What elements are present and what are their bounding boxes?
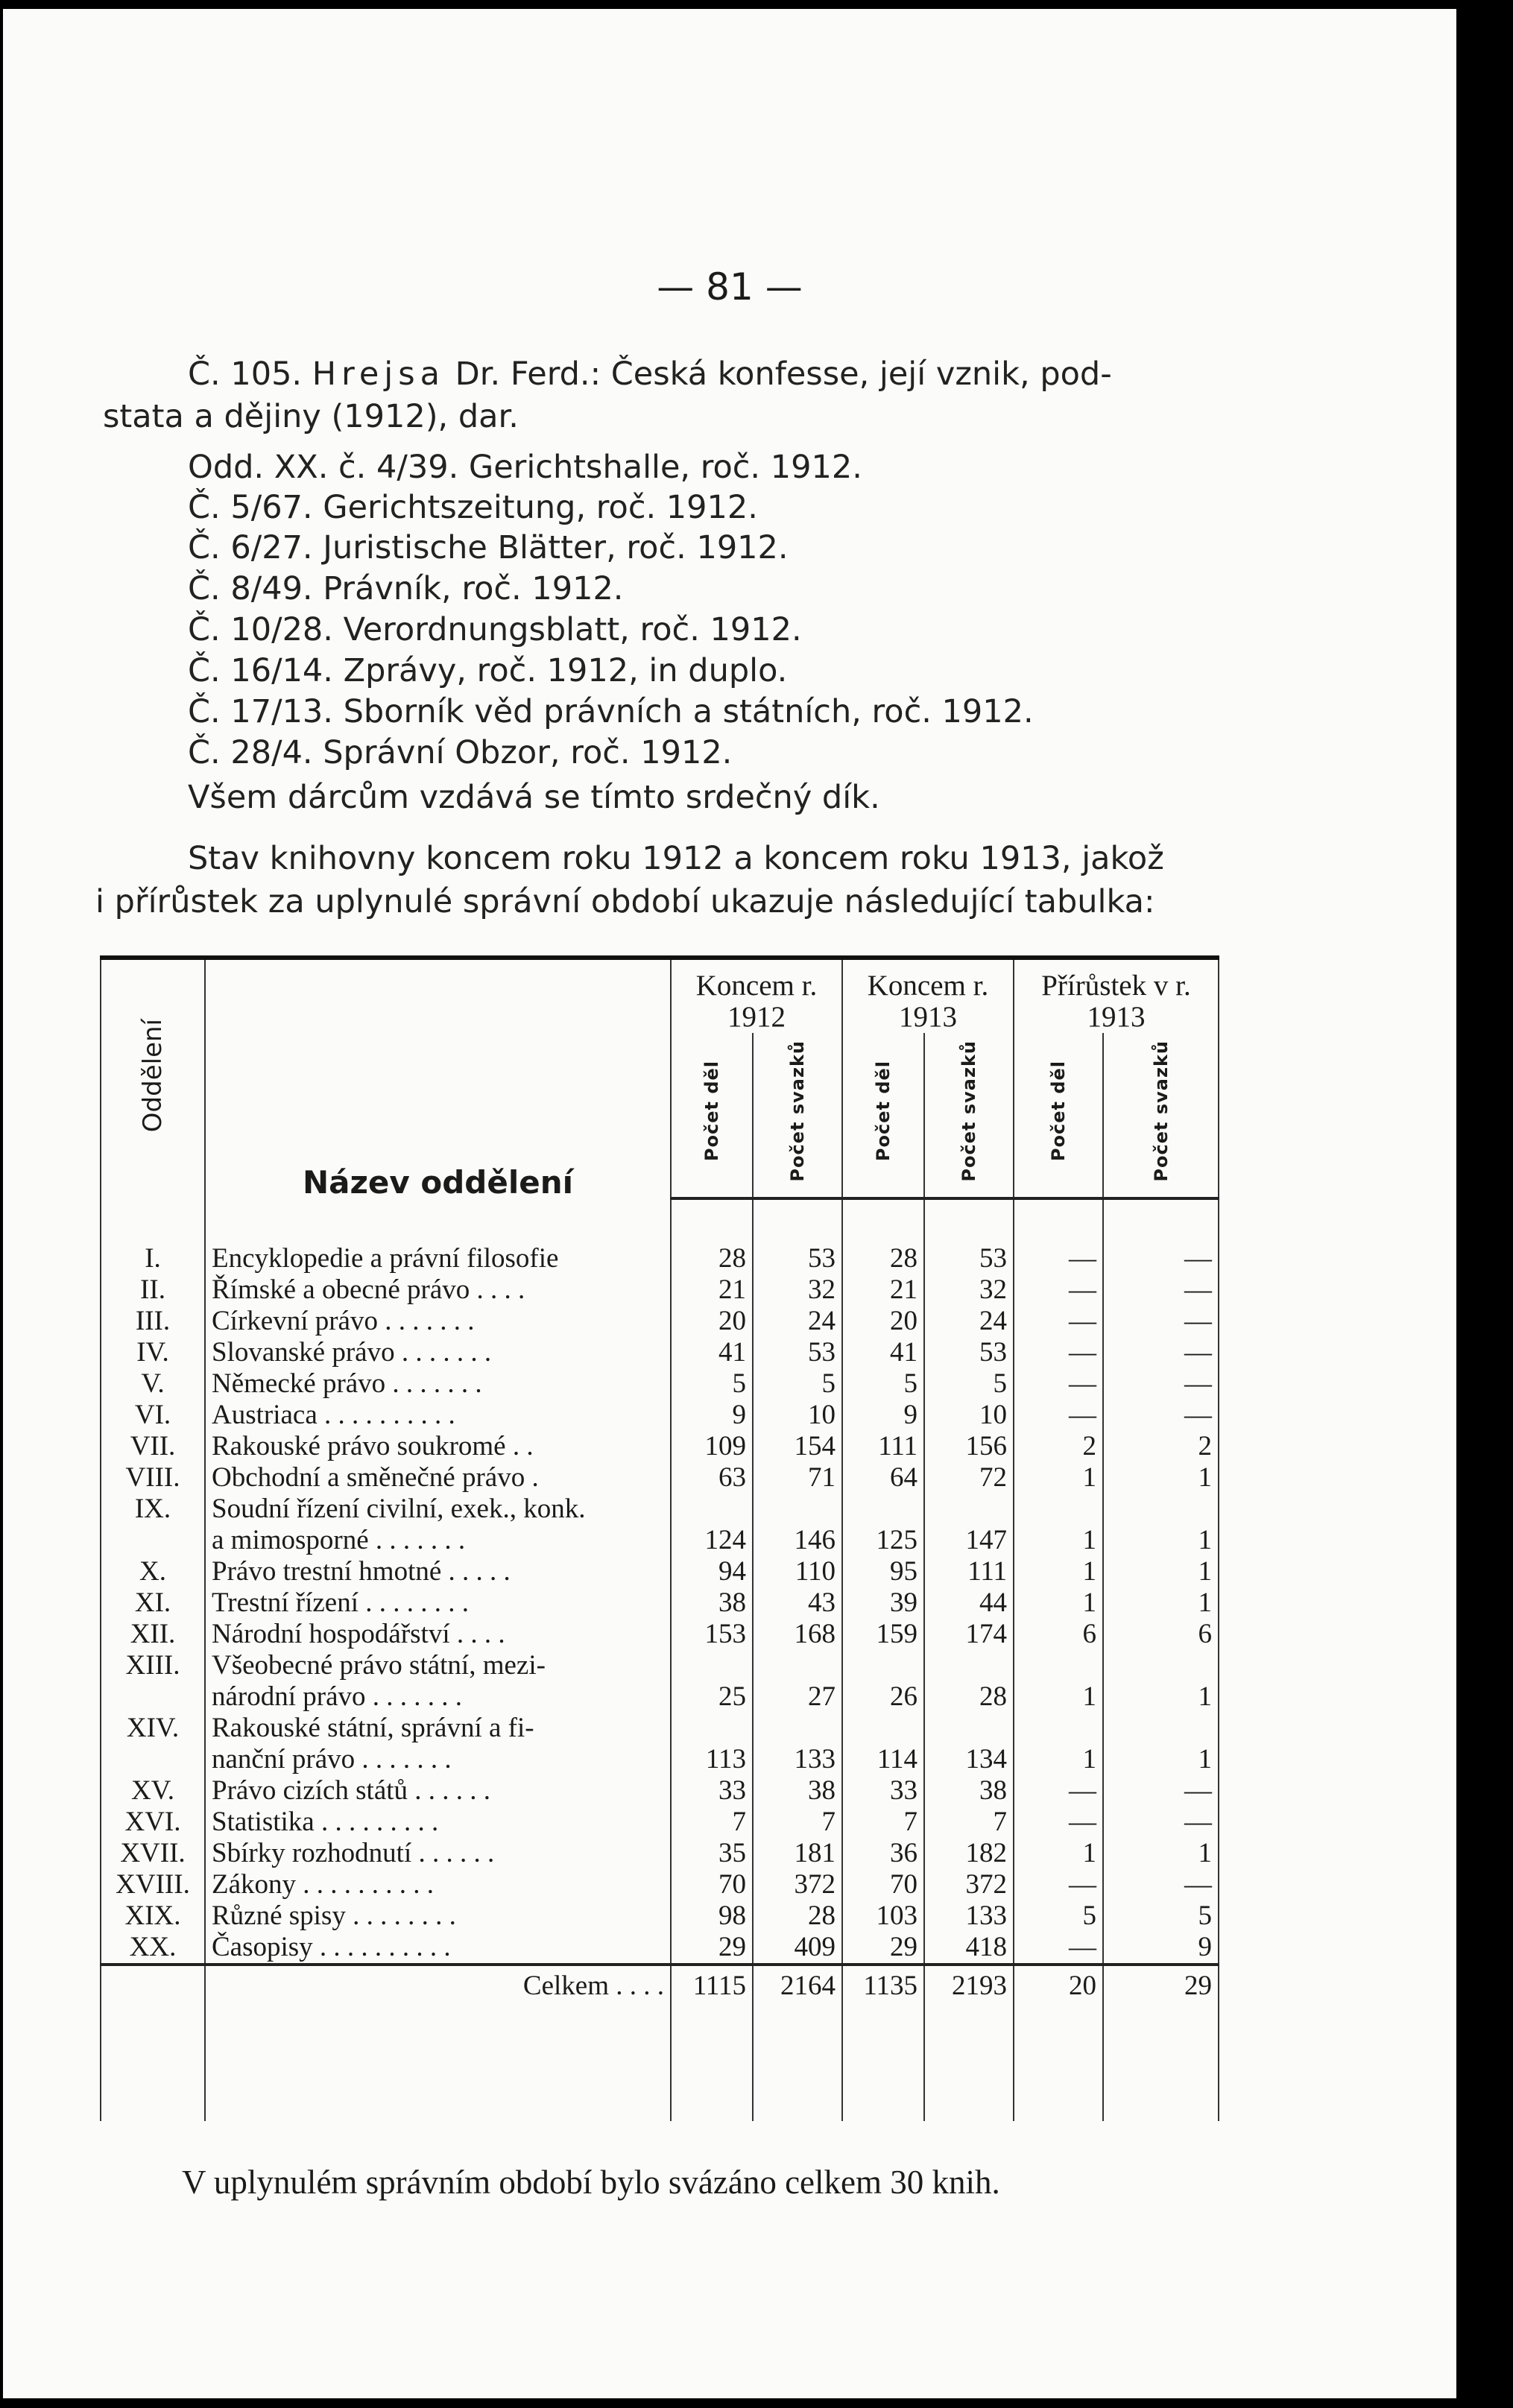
works-1912 (671, 1650, 753, 1681)
volumes-1913: 133 (924, 1900, 1014, 1932)
works-1913: 20 (842, 1306, 924, 1337)
section-name: Všeobecné právo státní, mezi- (205, 1650, 671, 1681)
increase-works: 5 (1014, 1900, 1103, 1932)
section-name: nanční právo . . . . . . . (205, 1744, 671, 1775)
works-1913: 29 (842, 1932, 924, 1965)
volumes-1913: 156 (924, 1431, 1014, 1462)
entry-line-10: Č. 28/4. Správní Obzor, roč. 1912. (188, 734, 733, 771)
section-number: XIX. (101, 1900, 205, 1932)
volumes-1913: 24 (924, 1306, 1014, 1337)
volumes-1912: 10 (753, 1400, 842, 1431)
total-b12: 2164 (753, 1965, 842, 2002)
volumes-1912: 168 (753, 1619, 842, 1650)
col-oddeleni-header: Oddělení (101, 958, 205, 1198)
increase-works: 1 (1014, 1838, 1103, 1869)
increase-volumes: — (1103, 1337, 1219, 1368)
total-pb: 29 (1103, 1965, 1219, 2002)
works-1912: 7 (671, 1807, 753, 1838)
works-1913: 70 (842, 1869, 924, 1900)
empty-cell (1014, 2002, 1103, 2121)
volumes-1913: 32 (924, 1274, 1014, 1306)
section-name: Obchodní a směnečné právo . (205, 1462, 671, 1494)
increase-volumes: 1 (1103, 1587, 1219, 1619)
works-1913: 114 (842, 1744, 924, 1775)
volumes-1913: 147 (924, 1525, 1014, 1556)
group-1912-header: Koncem r. 1912 (671, 958, 842, 1033)
increase-volumes: — (1103, 1368, 1219, 1400)
works-1912: 25 (671, 1681, 753, 1713)
increase-volumes (1103, 1494, 1219, 1525)
table-row (101, 1274, 1219, 1306)
group-1913-header: Koncem r. 1913 (842, 958, 1014, 1033)
total-a13: 1135 (842, 1965, 924, 2002)
table-row (101, 1198, 1219, 1274)
increase-volumes: 6 (1103, 1619, 1219, 1650)
table-row (101, 1587, 1219, 1619)
works-1912: 21 (671, 1274, 753, 1306)
volumes-1913: 28 (924, 1681, 1014, 1713)
section-number: VI. (101, 1400, 205, 1431)
section-name: Trestní řízení . . . . . . . . (205, 1587, 671, 1619)
works-1912: 9 (671, 1400, 753, 1431)
total-a12: 1115 (671, 1965, 753, 2002)
section-number: V. (101, 1368, 205, 1400)
increase-volumes: 5 (1103, 1900, 1219, 1932)
volumes-1912 (753, 1713, 842, 1744)
library-table (100, 955, 1219, 2121)
section-number: III. (101, 1306, 205, 1337)
volumes-1913: 372 (924, 1869, 1014, 1900)
volumes-1912: 146 (753, 1525, 842, 1556)
sub-header-volumes: Počet svazků (924, 1033, 1014, 1198)
section-number: XVIII. (101, 1869, 205, 1900)
section-name: Právo cizích států . . . . . . (205, 1775, 671, 1807)
section-name: Slovanské právo . . . . . . . (205, 1337, 671, 1368)
volumes-1912: 181 (753, 1838, 842, 1869)
total-pa: 20 (1014, 1965, 1103, 2002)
volumes-1912: 27 (753, 1681, 842, 1713)
section-number: XI. (101, 1587, 205, 1619)
section-number (101, 1744, 205, 1775)
volumes-1912 (753, 1494, 842, 1525)
section-number: IV. (101, 1337, 205, 1368)
empty-cell (1103, 2002, 1219, 2121)
section-number: IX. (101, 1494, 205, 1525)
works-1913: 111 (842, 1431, 924, 1462)
works-1913: 9 (842, 1400, 924, 1431)
section-number: XV. (101, 1775, 205, 1807)
volumes-1913: 418 (924, 1932, 1014, 1965)
increase-volumes: 1 (1103, 1525, 1219, 1556)
table-row (101, 1494, 1219, 1525)
empty-cell (924, 2002, 1014, 2121)
intro-line-2: i přírůstek za uplynulé správní období ukazuje následující tabulka: (95, 883, 1155, 920)
section-name: Austriaca . . . . . . . . . . (205, 1400, 671, 1431)
volumes-1912: 154 (753, 1431, 842, 1462)
works-1913: 41 (842, 1337, 924, 1368)
section-number: II. (101, 1274, 205, 1306)
sub-header-works: Počet děl (842, 1033, 924, 1198)
increase-works: 1 (1014, 1462, 1103, 1494)
section-number (101, 1681, 205, 1713)
increase-works: 1 (1014, 1681, 1103, 1713)
page-number: — 81 — (657, 265, 803, 309)
table-row (101, 1368, 1219, 1400)
volumes-1912: 28 (753, 1900, 842, 1932)
works-1912: 28 (671, 1198, 753, 1274)
section-number: XVII. (101, 1838, 205, 1869)
section-number: X. (101, 1556, 205, 1587)
increase-works: — (1014, 1337, 1103, 1368)
increase-volumes: — (1103, 1775, 1219, 1807)
increase-works (1014, 1650, 1103, 1681)
sub-header-works: Počet děl (671, 1033, 753, 1198)
volumes-1912: 7 (753, 1807, 842, 1838)
increase-works: 1 (1014, 1587, 1103, 1619)
works-1912: 5 (671, 1368, 753, 1400)
section-name: Statistika . . . . . . . . . (205, 1807, 671, 1838)
table-row (101, 1900, 1219, 1932)
volumes-1912: 110 (753, 1556, 842, 1587)
table-row (101, 1306, 1219, 1337)
section-name: Různé spisy . . . . . . . . (205, 1900, 671, 1932)
increase-volumes: 9 (1103, 1932, 1219, 1965)
total-row (101, 1965, 1219, 2002)
works-1912: 70 (671, 1869, 753, 1900)
section-number: XII. (101, 1619, 205, 1650)
volumes-1912: 32 (753, 1274, 842, 1306)
empty-cell (101, 2002, 205, 2121)
intro-line-1: Stav knihovny koncem roku 1912 a koncem roku 1913, jakož (188, 840, 1164, 877)
entry-line-5: Č. 6/27. Juristische Blätter, roč. 1912. (188, 529, 789, 566)
col-name-header: Název oddělení (205, 958, 671, 1198)
works-1912: 63 (671, 1462, 753, 1494)
works-1912: 35 (671, 1838, 753, 1869)
works-1913: 21 (842, 1274, 924, 1306)
volumes-1912: 24 (753, 1306, 842, 1337)
volumes-1913 (924, 1650, 1014, 1681)
volumes-1912: 71 (753, 1462, 842, 1494)
table-row (101, 1744, 1219, 1775)
entry-line-8: Č. 16/14. Zprávy, roč. 1912, in duplo. (188, 652, 788, 689)
increase-works (1014, 1494, 1103, 1525)
increase-volumes (1103, 1650, 1219, 1681)
works-1912: 20 (671, 1306, 753, 1337)
table-row (101, 1869, 1219, 1900)
section-name: Církevní právo . . . . . . . (205, 1306, 671, 1337)
works-1912: 33 (671, 1775, 753, 1807)
works-1912: 94 (671, 1556, 753, 1587)
works-1912: 113 (671, 1744, 753, 1775)
increase-volumes: — (1103, 1306, 1219, 1337)
volumes-1912: 53 (753, 1337, 842, 1368)
table-row (101, 1400, 1219, 1431)
empty-cell (671, 2002, 753, 2121)
increase-works: 1 (1014, 1525, 1103, 1556)
increase-works: — (1014, 1368, 1103, 1400)
table-row (101, 1337, 1219, 1368)
section-number (101, 1525, 205, 1556)
increase-volumes: 1 (1103, 1838, 1219, 1869)
works-1912 (671, 1494, 753, 1525)
volumes-1912: 38 (753, 1775, 842, 1807)
section-number: VII. (101, 1431, 205, 1462)
section-name: Rakouské státní, správní a fi- (205, 1713, 671, 1744)
works-1913: 159 (842, 1619, 924, 1650)
total-label: Celkem . . . . (205, 1965, 671, 2002)
table-row (101, 1619, 1219, 1650)
works-1913 (842, 1713, 924, 1744)
increase-works: — (1014, 1869, 1103, 1900)
section-name: Sbírky rozhodnutí . . . . . . (205, 1838, 671, 1869)
table-row (101, 1775, 1219, 1807)
works-1913: 64 (842, 1462, 924, 1494)
works-1913: 5 (842, 1368, 924, 1400)
volumes-1913: 182 (924, 1838, 1014, 1869)
works-1913 (842, 1650, 924, 1681)
section-number: I. (101, 1198, 205, 1274)
group-increase-header: Přírůstek v r. 1913 (1014, 958, 1219, 1033)
volumes-1913: 111 (924, 1556, 1014, 1587)
entry-line-9: Č. 17/13. Sborník věd právních a státních, roč. 1912. (188, 693, 1034, 730)
works-1913: 103 (842, 1900, 924, 1932)
works-1913 (842, 1494, 924, 1525)
works-1913: 28 (842, 1198, 924, 1274)
table-row (101, 1650, 1219, 1681)
increase-works: 6 (1014, 1619, 1103, 1650)
works-1913: 33 (842, 1775, 924, 1807)
table-row (101, 1525, 1219, 1556)
increase-works: — (1014, 1306, 1103, 1337)
increase-volumes: 1 (1103, 1681, 1219, 1713)
section-number: XIV. (101, 1713, 205, 1744)
increase-works: — (1014, 1400, 1103, 1431)
increase-works: — (1014, 1775, 1103, 1807)
section-name: a mimosporné . . . . . . . (205, 1525, 671, 1556)
table-row (101, 1838, 1219, 1869)
volumes-1912: 133 (753, 1744, 842, 1775)
works-1913: 125 (842, 1525, 924, 1556)
section-name: Časopisy . . . . . . . . . . (205, 1932, 671, 1965)
works-1912: 29 (671, 1932, 753, 1965)
section-number: XIII. (101, 1650, 205, 1681)
entry-line-7: Č. 10/28. Verordnungsblatt, roč. 1912. (188, 611, 802, 648)
works-1912: 109 (671, 1431, 753, 1462)
book-page (3, 9, 1456, 2398)
works-1912: 98 (671, 1900, 753, 1932)
volumes-1913: 5 (924, 1368, 1014, 1400)
works-1913: 7 (842, 1807, 924, 1838)
volumes-1912: 372 (753, 1869, 842, 1900)
increase-volumes: 1 (1103, 1744, 1219, 1775)
increase-works: — (1014, 1932, 1103, 1965)
volumes-1913: 53 (924, 1198, 1014, 1274)
increase-volumes: — (1103, 1807, 1219, 1838)
volumes-1912 (753, 1650, 842, 1681)
increase-volumes: — (1103, 1869, 1219, 1900)
section-name: Národní hospodářství . . . . (205, 1619, 671, 1650)
volumes-1913: 134 (924, 1744, 1014, 1775)
increase-works: — (1014, 1807, 1103, 1838)
volumes-1913: 38 (924, 1775, 1014, 1807)
increase-works (1014, 1713, 1103, 1744)
volumes-1913: 53 (924, 1337, 1014, 1368)
increase-works: 2 (1014, 1431, 1103, 1462)
footer-note: V uplynulém správním období bylo svázáno celkem 30 knih. (182, 2164, 1000, 2201)
increase-volumes: — (1103, 1400, 1219, 1431)
empty-cell (753, 2002, 842, 2121)
table-row (101, 1556, 1219, 1587)
table-row (101, 1462, 1219, 1494)
section-number: XX. (101, 1932, 205, 1965)
empty-cell (205, 2002, 671, 2121)
section-number: VIII. (101, 1462, 205, 1494)
works-1912: 124 (671, 1525, 753, 1556)
entry-line-6: Č. 8/49. Právník, roč. 1912. (188, 570, 624, 607)
sub-header-works: Počet děl (1014, 1033, 1103, 1198)
increase-volumes: — (1103, 1274, 1219, 1306)
increase-volumes: 1 (1103, 1556, 1219, 1587)
section-name: Německé právo . . . . . . . (205, 1368, 671, 1400)
section-name: Zákony . . . . . . . . . . (205, 1869, 671, 1900)
increase-works: 1 (1014, 1556, 1103, 1587)
table-row (101, 1713, 1219, 1744)
entry-line-3: Odd. XX. č. 4/39. Gerichtshalle, roč. 1912. (188, 449, 862, 486)
thanks-line: Všem dárcům vzdává se tímto srdečný dík. (188, 779, 880, 816)
section-name: Právo trestní hmotné . . . . . (205, 1556, 671, 1587)
volumes-1913: 7 (924, 1807, 1014, 1838)
author-name: Hrejsa (312, 355, 446, 393)
volumes-1913: 174 (924, 1619, 1014, 1650)
entry-line-2: stata a dějiny (1912), dar. (103, 398, 519, 435)
increase-works: 1 (1014, 1744, 1103, 1775)
entry-line-1: Č. 105. Hrejsa Dr. Ferd.: Česká konfesse, její vznik, pod- (188, 355, 1112, 393)
table-bottom-space (101, 2002, 1219, 2121)
volumes-1912: 53 (753, 1198, 842, 1274)
works-1913: 39 (842, 1587, 924, 1619)
volumes-1912: 409 (753, 1932, 842, 1965)
works-1912: 153 (671, 1619, 753, 1650)
increase-volumes: — (1103, 1198, 1219, 1274)
works-1913: 95 (842, 1556, 924, 1587)
increase-volumes: 1 (1103, 1462, 1219, 1494)
volumes-1912: 43 (753, 1587, 842, 1619)
entry-line-4: Č. 5/67. Gerichtszeitung, roč. 1912. (188, 489, 758, 526)
total-b13: 2193 (924, 1965, 1014, 2002)
volumes-1913: 72 (924, 1462, 1014, 1494)
table-row (101, 1681, 1219, 1713)
section-name: Rakouské právo soukromé . . (205, 1431, 671, 1462)
works-1912: 38 (671, 1587, 753, 1619)
total-spacer (101, 1965, 205, 2002)
increase-volumes (1103, 1713, 1219, 1744)
volumes-1913: 10 (924, 1400, 1014, 1431)
table-row (101, 1431, 1219, 1462)
sub-header-volumes: Počet svazků (753, 1033, 842, 1198)
section-name: Římské a obecné právo . . . . (205, 1274, 671, 1306)
section-number: XVI. (101, 1807, 205, 1838)
volumes-1913 (924, 1713, 1014, 1744)
table-body (101, 1198, 1219, 2121)
increase-works: — (1014, 1198, 1103, 1274)
table-row (101, 1807, 1219, 1838)
volumes-1913 (924, 1494, 1014, 1525)
empty-cell (842, 2002, 924, 2121)
section-name: Encyklopedie a právní filosofie (205, 1198, 671, 1274)
volumes-1912: 5 (753, 1368, 842, 1400)
works-1912: 41 (671, 1337, 753, 1368)
table-row (101, 1932, 1219, 1965)
works-1913: 26 (842, 1681, 924, 1713)
works-1913: 36 (842, 1838, 924, 1869)
section-name: Soudní řízení civilní, exek., konk. (205, 1494, 671, 1525)
sub-header-volumes: Počet svazků (1103, 1033, 1219, 1198)
works-1912 (671, 1713, 753, 1744)
section-name: národní právo . . . . . . . (205, 1681, 671, 1713)
increase-works: — (1014, 1274, 1103, 1306)
volumes-1913: 44 (924, 1587, 1014, 1619)
increase-volumes: 2 (1103, 1431, 1219, 1462)
